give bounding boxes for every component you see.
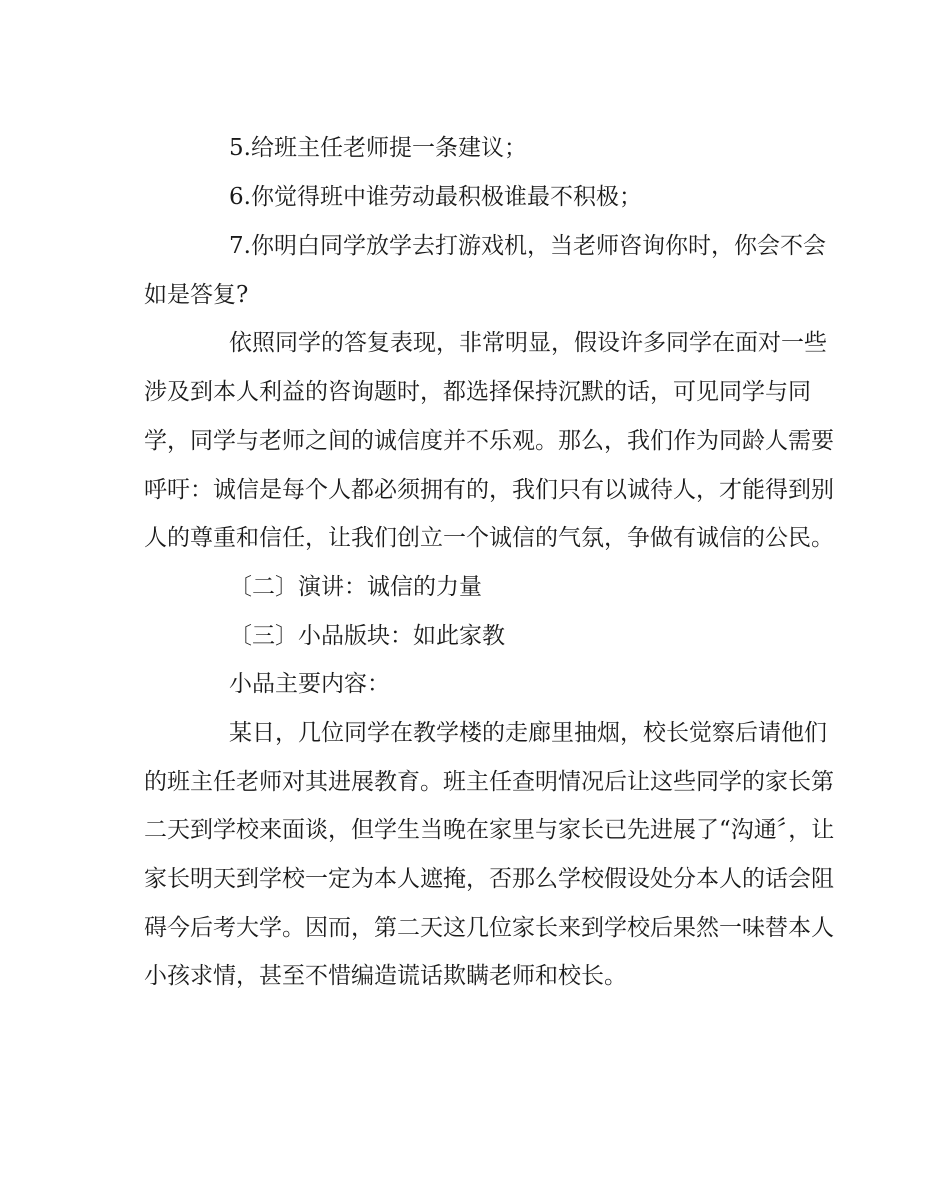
paragraph-line: 家长明天到学校一定为本人遮掩，否那么学校假设处分本人的话会阻 bbox=[144, 866, 834, 892]
list-item-5: 5.给班主任老师提一条建议； bbox=[229, 135, 527, 161]
paragraph-line: 学，同学与老师之间的诚信度并不乐观。那么，我们作为同龄人需要 bbox=[144, 428, 834, 454]
paragraph-line: 依照同学的答复表现，非常明显，假设许多同学在面对一些 bbox=[229, 330, 827, 356]
paragraph-line: 二天到学校来面谈，但学生当晚在家里与家长已先进展了“沟通〞，让 bbox=[144, 817, 835, 843]
list-item-7: 7.你明白同学放学去打游戏机，当老师咨询你时，你会不会 bbox=[229, 233, 826, 259]
paragraph-line: 呼吁：诚信是每个人都必须拥有的，我们只有以诚待人，才能得到别 bbox=[144, 477, 834, 503]
section-heading-skit: 〔三〕小品版块：如此家教 bbox=[229, 623, 505, 649]
paragraph-line: 碍今后考大学。因而，第二天这几位家长来到学校后果然一味替本人 bbox=[144, 915, 834, 941]
paragraph-line: 的班主任老师对其进展教育。班主任查明情况后让这些同学的家长第 bbox=[144, 769, 834, 795]
section-heading-speech: 〔二〕演讲：诚信的力量 bbox=[229, 574, 482, 600]
skit-content-label: 小品主要内容： bbox=[229, 671, 390, 697]
list-item-7-continued: 如是答复? bbox=[144, 282, 249, 308]
paragraph-line: 小孩求情，甚至不惜编造谎话欺瞒老师和校长。 bbox=[144, 963, 627, 989]
paragraph-line: 某日，几位同学在教学楼的走廊里抽烟，校长觉察后请他们 bbox=[229, 720, 827, 746]
paragraph-line: 人的尊重和信任，让我们创立一个诚信的气氛，争做有诚信的公民。 bbox=[144, 525, 834, 551]
paragraph-line: 涉及到本人利益的咨询题时，都选择保持沉默的话，可见同学与同 bbox=[144, 379, 811, 405]
list-item-6: 6.你觉得班中谁劳动最积极谁最不积极； bbox=[229, 184, 642, 210]
